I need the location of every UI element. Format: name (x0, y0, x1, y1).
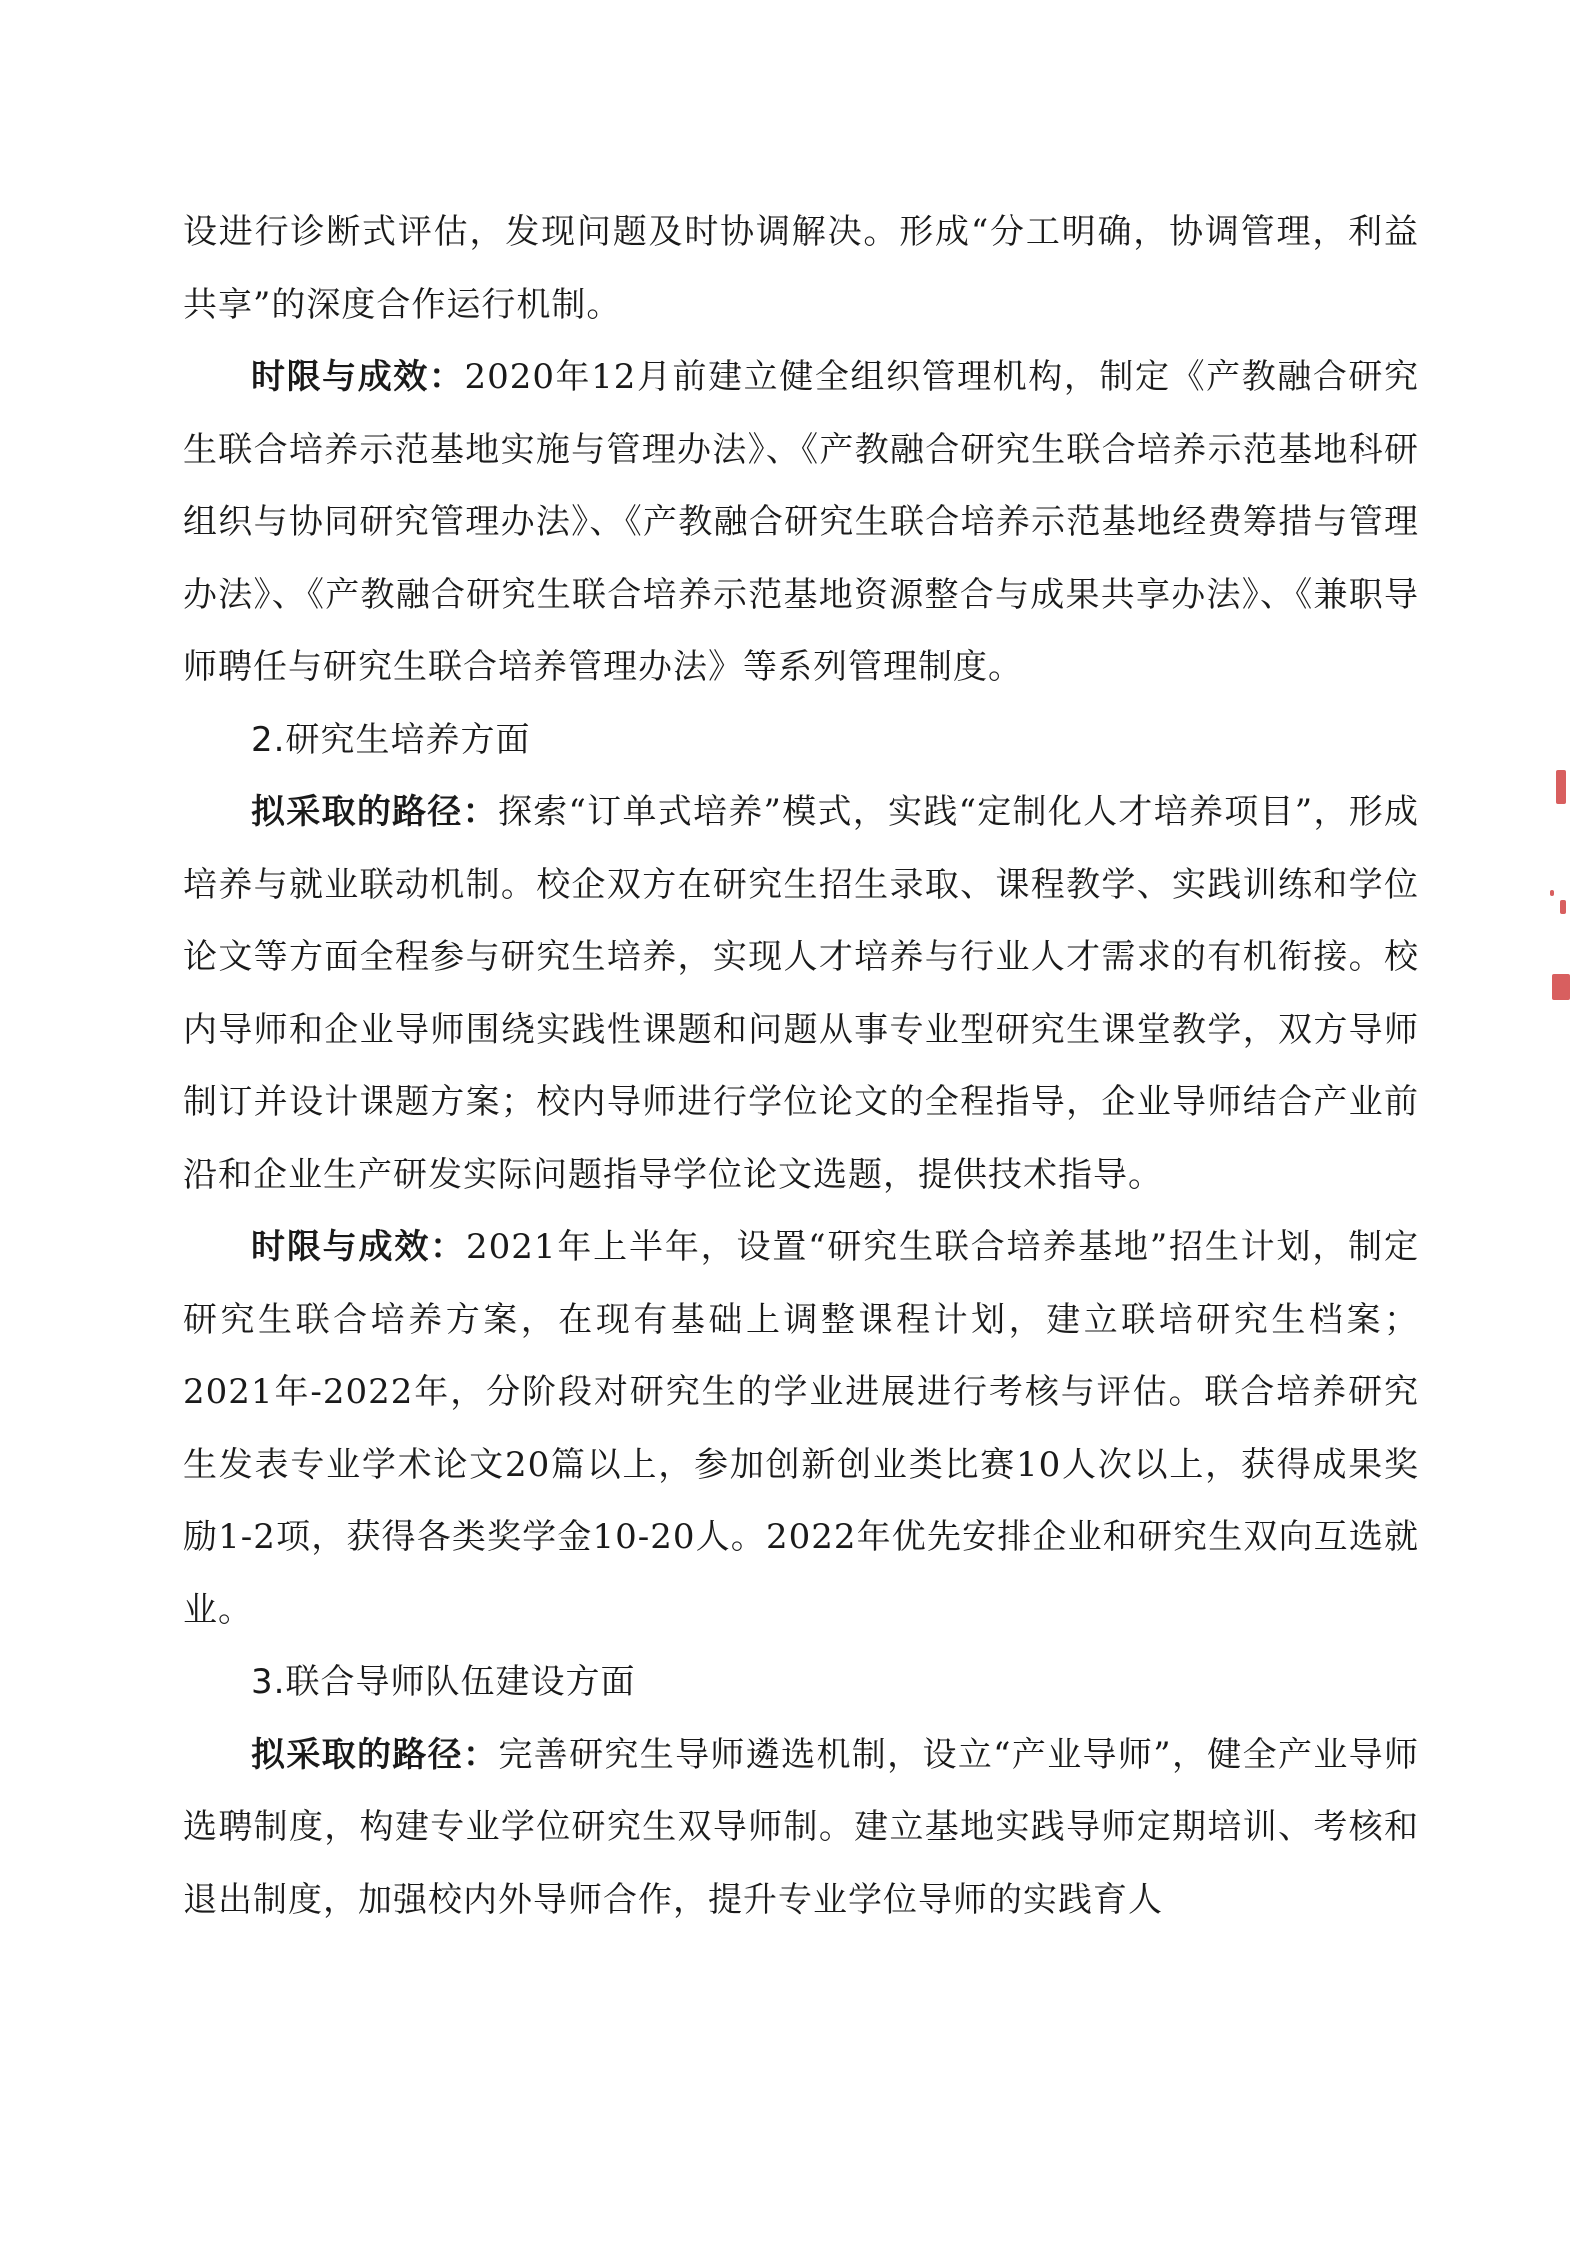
paragraph-timeline-training (183, 1211, 1419, 1646)
paragraph-continuation: 设进行诊断式评估，发现问题及时协调解决。形成“分工明确，协调管理，利益共享”的深度合作运行机制。 (183, 212, 1419, 325)
section-heading-joint-supervisors: 3.联合导师队伍建设方面 (251, 1662, 636, 1702)
paragraph-text: 探索“订单式培养”模式，实践“定制化人才培养项目”，形成培养与就业联动机制。校企双方在研究生招生录取、课程教学、实践训练和学位论文等方面全程参与研究生培养，实现人才培养与行业人才需求的有机衔接。校内导师和企业导师围绕实践性课题和问题从事专业型研究生课堂教学，双方导师制订并设计课题方案；校内导师进行学位论文的全程指导，企业导师结合产业前沿和企业生产研发实际问题指导学位论文选题，提供技术指导。 (183, 792, 1419, 1195)
paragraph-lead-label: 时限与成效： (251, 357, 465, 397)
paragraph-lead-label: 拟采取的路径： (251, 792, 498, 832)
section-heading-graduate-training: 2.研究生培养方面 (251, 719, 531, 760)
document-body (183, 196, 1419, 1936)
paragraph-timeline-organization (183, 341, 1419, 704)
paragraph-lead-label: 时限与成效： (251, 1227, 466, 1267)
paragraph-text: 2021年上半年，设置“研究生联合培养基地”招生计划，制定研究生联合培养方案，在现有基础上调整课程计划，建立联培研究生档案；2021年-2022年，分阶段对研究生的学业进展进行考核与评估。联合培养研究生发表专业学术论文20篇以上，参加创新创业类比赛10人次以上，获得成果奖励1-2项，获得各类奖学金10-20人。2022年优先安排企业和研究生双向互选就业。 (183, 1227, 1420, 1630)
paragraph-text: 完善研究生导师遴选机制，设立“产业导师”，健全产业导师选聘制度，构建专业学位研究生双导师制。建立基地实践导师定期培训、考核和退出制度，加强校内外导师合作，提升专业学位导师的实践育人 (183, 1734, 1420, 1920)
paragraph-approach-training (183, 776, 1419, 1211)
seal-stamp-fragment (1540, 770, 1576, 1004)
paragraph-approach-supervisors (183, 1719, 1419, 1937)
paragraph-text: 2020年12月前建立健全组织管理机构，制定《产教融合研究生联合培养示范基地实施与管理办法》、《产教融合研究生联合培养示范基地科研组织与协同研究管理办法》、《产教融合研究生联合培养示范基地经费筹措与管理办法》、《产教融合研究生联合培养示范基地资源整合与成果共享办法》、《兼职导师聘任与研究生联合培养管理办法》等系列管理制度。 (183, 357, 1420, 687)
paragraph-lead-label: 拟采取的路径： (251, 1734, 499, 1775)
